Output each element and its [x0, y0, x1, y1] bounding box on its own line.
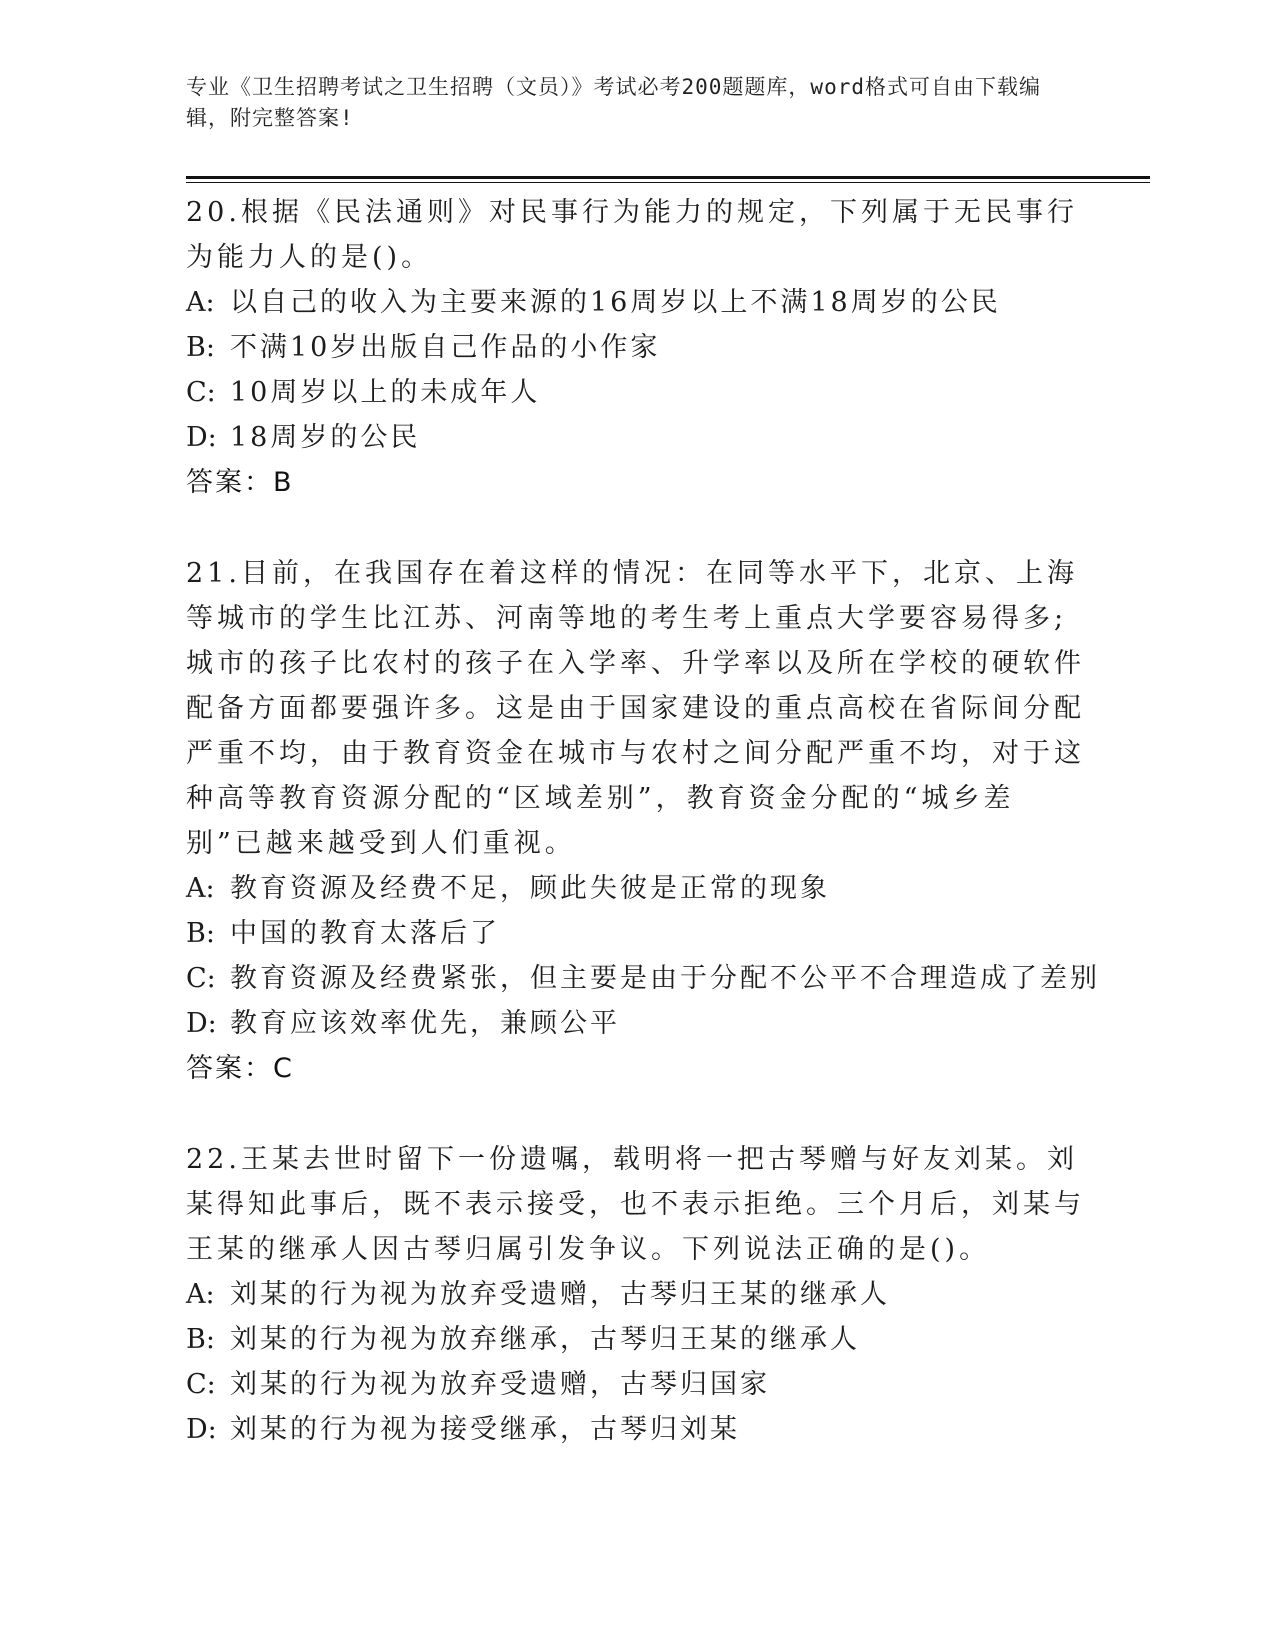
question-stem: 20.根据《民法通则》对民事行为能力的规定，下列属于无民事行为能力人的是()。	[186, 197, 1078, 273]
option-d	[186, 415, 1086, 460]
option-a	[186, 280, 1086, 325]
option-key: B:	[186, 918, 215, 949]
option-key: C:	[186, 1369, 216, 1400]
option-text: 中国的教育太落后了	[230, 918, 500, 949]
option-d	[186, 1001, 1086, 1046]
question-list	[186, 190, 1100, 1498]
option-b	[186, 1317, 1086, 1362]
option-key: D:	[186, 422, 217, 453]
option-key: B:	[186, 1324, 215, 1355]
answer-line: 答案：B	[186, 467, 294, 498]
option-key: D:	[186, 1008, 217, 1039]
question-20	[186, 190, 1086, 505]
option-key: C:	[186, 377, 216, 408]
option-c	[186, 956, 1100, 1001]
option-text: 刘某的行为视为接受继承，古琴归刘某	[230, 1414, 740, 1445]
option-text: 以自己的收入为主要来源的16周岁以上不满18周岁的公民	[230, 287, 1001, 318]
option-b	[186, 325, 1086, 370]
option-b	[186, 911, 1086, 956]
answer-line: 答案：C	[186, 1053, 294, 1084]
option-text: 刘某的行为视为放弃继承，古琴归王某的继承人	[230, 1324, 860, 1355]
option-key: A:	[186, 1279, 215, 1310]
header-divider-thick	[186, 176, 1150, 179]
option-key: A:	[186, 287, 215, 318]
question-21	[186, 551, 1100, 1091]
option-text: 10周岁以上的未成年人	[230, 377, 541, 408]
option-text: 教育应该效率优先，兼顾公平	[230, 1008, 620, 1039]
question-stem: 22.王某去世时留下一份遗嘱，载明将一把古琴赠与好友刘某。刘某得知此事后，既不表示接受，也不表示拒绝。三个月后，刘某与王某的继承人因古琴归属引发争议。下列说法正确的是()。	[186, 1144, 1085, 1265]
option-text: 刘某的行为视为放弃受遗赠，古琴归国家	[230, 1369, 770, 1400]
option-text: 教育资源及经费紧张，但主要是由于分配不公平不合理造成了差别	[230, 963, 1100, 994]
option-key: A:	[186, 873, 215, 904]
option-text: 不满10岁出版自己作品的小作家	[230, 332, 661, 363]
option-key: D:	[186, 1414, 217, 1445]
question-22	[186, 1137, 1086, 1452]
header-divider-thin	[186, 182, 1150, 183]
question-stem: 21.目前，在我国存在着这样的情况：在同等水平下，北京、上海等城市的学生比江苏、河南等地的考生考上重点大学要容易得多;城市的孩子比农村的孩子在入学率、升学率以及所在学校的硬软件配备方面都要强许多。这是由于国家建设的重点高校在省际间分配严重不均，由于教育资金在城市与农村之间分配严重不均，对于这种高等教育资源分配的“区域差别”，教育资金分配的“城乡差别”已越来越受到人们重视。	[186, 558, 1085, 859]
option-key: B:	[186, 332, 215, 363]
document-header: 专业《卫生招聘考试之卫生招聘（文员）》考试必考200题题库，word格式可自由下载编辑，附完整答案!	[186, 75, 1041, 130]
option-text: 18周岁的公民	[230, 422, 421, 453]
option-key: C:	[186, 963, 216, 994]
option-text: 教育资源及经费不足，顾此失彼是正常的现象	[230, 873, 830, 904]
option-text: 刘某的行为视为放弃受遗赠，古琴归王某的继承人	[230, 1279, 890, 1310]
option-c	[186, 370, 1086, 415]
option-a	[186, 866, 1086, 911]
option-d	[186, 1407, 1086, 1452]
option-c	[186, 1362, 1086, 1407]
option-a	[186, 1272, 1086, 1317]
